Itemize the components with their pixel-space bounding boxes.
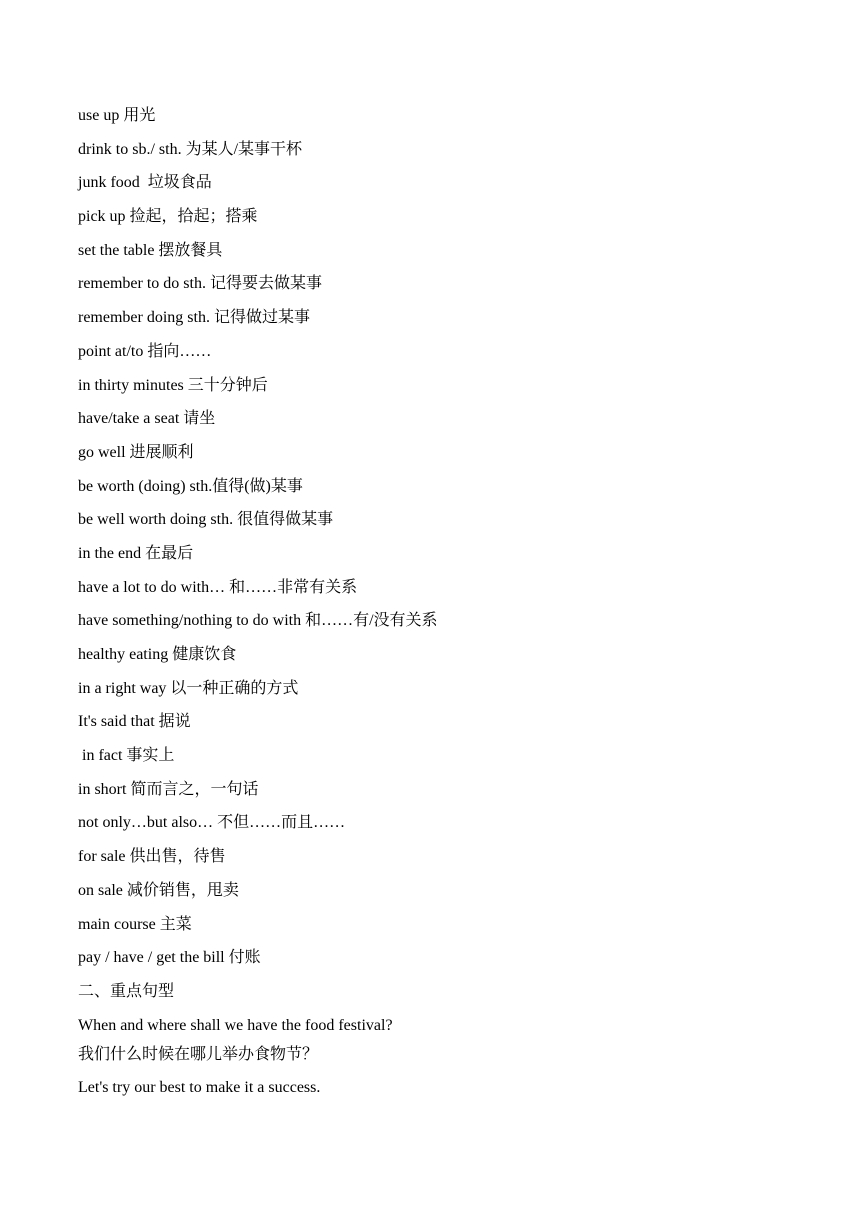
phrase-line: healthy eating 健康饮食 bbox=[78, 646, 237, 663]
phrase-line: go well 进展顺利 bbox=[78, 443, 194, 461]
phrase-line: point at/to 指向…… bbox=[78, 342, 212, 360]
phrase-line: not only…but also… 不但……而且…… bbox=[78, 814, 346, 832]
phrase-line: on sale 减价销售，甩卖 bbox=[78, 881, 239, 899]
phrase-line: in fact 事实上 bbox=[78, 747, 175, 765]
phrase-line: junk food 垃圾食品 bbox=[78, 174, 212, 192]
phrase-line: for sale 供出售，待售 bbox=[78, 848, 226, 866]
phrase-line: drink to sb./ sth. 为某人/某事干杯 bbox=[78, 140, 303, 158]
sentence-english: Let's try our best to make it a success. bbox=[78, 1079, 321, 1097]
phrase-line: in a right way 以一种正确的方式 bbox=[78, 679, 299, 697]
phrase-line: remember to do sth. 记得要去做某事 bbox=[78, 275, 322, 293]
phrase-line: It's said that 据说 bbox=[78, 713, 191, 731]
phrase-line: in short 简而言之，一句话 bbox=[78, 780, 259, 798]
phrase-line: be well worth doing sth. 很值得做某事 bbox=[78, 511, 334, 529]
phrase-line: remember doing sth. 记得做过某事 bbox=[78, 309, 310, 327]
phrase-line: have/take a seat 请坐 bbox=[78, 410, 216, 428]
phrase-line: have a lot to do with… 和……非常有关系 bbox=[78, 578, 358, 596]
phrase-line: pay / have / get the bill 付账 bbox=[78, 949, 261, 967]
sentence-chinese: 我们什么时候在哪儿举办食物节？ bbox=[78, 1045, 319, 1063]
phrase-list bbox=[78, 104, 798, 1110]
phrase-line: pick up 捡起，拾起；搭乘 bbox=[78, 208, 258, 226]
phrase-line: have something/nothing to do with 和……有/没有关系 bbox=[78, 612, 438, 630]
phrase-line: in the end 在最后 bbox=[78, 544, 194, 562]
section-heading: 二、重点句型 bbox=[78, 982, 175, 1000]
phrase-line: main course 主菜 bbox=[78, 915, 192, 933]
phrase-line: set the table 摆放餐具 bbox=[78, 241, 223, 259]
phrase-line: be worth (doing) sth.值得(做)某事 bbox=[78, 477, 303, 495]
phrase-line: use up 用光 bbox=[78, 107, 156, 124]
phrase-line: in thirty minutes 三十分钟后 bbox=[78, 376, 268, 394]
sentence-english: When and where shall we have the food festival? bbox=[78, 1016, 393, 1034]
